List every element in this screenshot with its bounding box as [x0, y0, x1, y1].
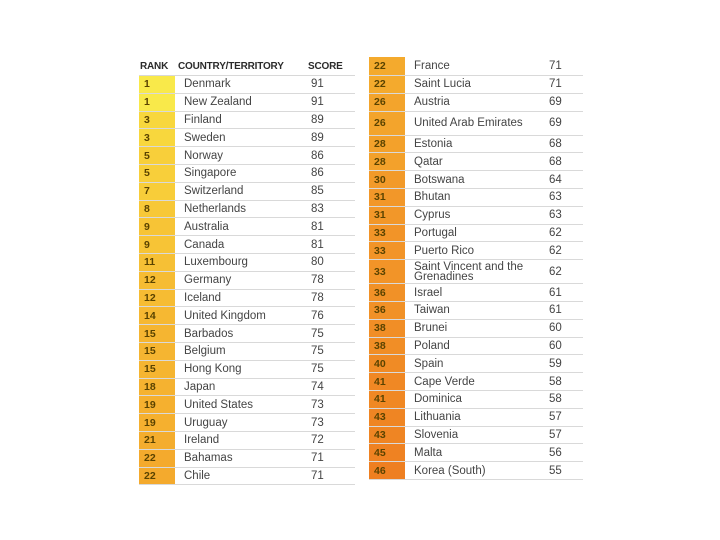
rank-cell: 41 [369, 373, 405, 390]
table-header [139, 57, 355, 76]
score-cell: 56 [549, 446, 562, 459]
table-row [369, 338, 583, 356]
score-cell: 75 [311, 363, 324, 376]
rank-cell: 31 [369, 207, 405, 224]
rank-cell: 43 [369, 409, 405, 426]
table-row [369, 391, 583, 409]
country-cell: Malta [414, 446, 443, 459]
rank-cell: 9 [139, 218, 175, 235]
score-cell: 68 [549, 155, 562, 168]
country-cell: Hong Kong [184, 363, 242, 376]
rank-cell: 19 [139, 414, 175, 431]
score-cell: 68 [549, 137, 562, 150]
rank-cell: 22 [139, 468, 175, 485]
rank-cell: 8 [139, 201, 175, 218]
table-row [369, 112, 583, 136]
country-cell: Denmark [184, 78, 231, 91]
score-cell: 69 [549, 117, 562, 130]
rank-cell: 15 [139, 361, 175, 378]
table-row [369, 462, 583, 480]
score-cell: 58 [549, 393, 562, 406]
table-row [369, 373, 583, 391]
rank-cell: 33 [369, 242, 405, 259]
table-row [139, 201, 355, 219]
table-row [369, 355, 583, 373]
rank-cell: 21 [139, 432, 175, 449]
table-row [139, 468, 355, 486]
country-cell: Saint Vincent and the Grenadines [414, 260, 524, 283]
country-cell: Chile [184, 469, 211, 482]
table-row [139, 236, 355, 254]
rank-cell: 28 [369, 153, 405, 170]
country-cell: Botswana [414, 173, 465, 186]
score-cell: 64 [549, 173, 562, 186]
rank-cell: 5 [139, 147, 175, 164]
rank-cell: 28 [369, 136, 405, 153]
rank-cell: 19 [139, 396, 175, 413]
score-cell: 62 [549, 265, 562, 278]
table-row [139, 379, 355, 397]
country-cell: Portugal [414, 226, 457, 239]
rank-cell: 12 [139, 272, 175, 289]
rank-cell: 22 [369, 57, 405, 75]
table-row [369, 171, 583, 189]
table-row [139, 94, 355, 112]
score-cell: 55 [549, 464, 562, 477]
table-row [139, 147, 355, 165]
table-row [139, 165, 355, 183]
rank-cell: 46 [369, 462, 405, 479]
country-cell: New Zealand [184, 96, 252, 109]
score-cell: 83 [311, 202, 324, 215]
country-cell: Sweden [184, 131, 226, 144]
table-row [369, 57, 583, 76]
table-row [139, 290, 355, 308]
country-cell: Taiwan [414, 304, 450, 317]
score-cell: 76 [311, 309, 324, 322]
rank-cell: 40 [369, 355, 405, 372]
table-body-right [369, 57, 583, 480]
rank-cell: 1 [139, 76, 175, 93]
rank-cell: 15 [139, 343, 175, 360]
score-cell: 81 [311, 238, 324, 251]
country-cell: Bahamas [184, 452, 233, 465]
score-cell: 71 [549, 78, 562, 91]
score-cell: 73 [311, 416, 324, 429]
rank-cell: 36 [369, 302, 405, 319]
ranking-table-right [369, 57, 583, 480]
table-row [139, 183, 355, 201]
score-cell: 59 [549, 357, 562, 370]
score-cell: 85 [311, 185, 324, 198]
rank-cell: 45 [369, 444, 405, 461]
country-cell: Dominica [414, 393, 462, 406]
table-row [369, 427, 583, 445]
score-cell: 89 [311, 131, 324, 144]
country-cell: Bhutan [414, 191, 451, 204]
score-cell: 81 [311, 220, 324, 233]
table-row [369, 189, 583, 207]
rank-header: RANK [140, 60, 169, 72]
country-cell: Barbados [184, 327, 234, 340]
score-cell: 60 [549, 339, 562, 352]
country-cell: Japan [184, 380, 216, 393]
table-row [369, 207, 583, 225]
rank-cell: 12 [139, 290, 175, 307]
country-cell: Uruguay [184, 416, 228, 429]
score-cell: 80 [311, 256, 324, 269]
table-row [139, 450, 355, 468]
table-row [369, 284, 583, 302]
rank-cell: 26 [369, 112, 405, 135]
score-cell: 89 [311, 113, 324, 126]
rank-cell: 43 [369, 427, 405, 444]
rank-cell: 22 [369, 76, 405, 93]
table-row [139, 76, 355, 94]
rank-cell: 38 [369, 338, 405, 355]
country-cell: Austria [414, 96, 450, 109]
rank-cell: 11 [139, 254, 175, 271]
score-cell: 75 [311, 327, 324, 340]
rank-cell: 38 [369, 320, 405, 337]
rank-cell: 3 [139, 129, 175, 146]
rank-cell: 18 [139, 379, 175, 396]
table-row [139, 307, 355, 325]
rank-cell: 3 [139, 112, 175, 129]
score-cell: 74 [311, 380, 324, 393]
table-row [369, 260, 583, 284]
score-cell: 75 [311, 345, 324, 358]
rank-cell: 15 [139, 325, 175, 342]
table-row [369, 302, 583, 320]
table-row [139, 414, 355, 432]
score-cell: 71 [311, 469, 324, 482]
rank-cell: 14 [139, 307, 175, 324]
table-row [139, 218, 355, 236]
rank-cell: 30 [369, 171, 405, 188]
country-cell: Australia [184, 220, 229, 233]
country-cell: Norway [184, 149, 223, 162]
rank-cell: 31 [369, 189, 405, 206]
score-cell: 57 [549, 411, 562, 424]
table-row [139, 343, 355, 361]
table-row [369, 242, 583, 260]
table-row [139, 361, 355, 379]
table-row [369, 409, 583, 427]
table-row [139, 112, 355, 130]
country-cell: Cyprus [414, 209, 451, 222]
score-cell: 86 [311, 167, 324, 180]
country-cell: Puerto Rico [414, 244, 475, 257]
country-cell: Saint Lucia [414, 78, 471, 91]
score-cell: 61 [549, 286, 562, 299]
country-cell: Iceland [184, 291, 222, 304]
country-cell: Spain [414, 357, 444, 370]
table-row [369, 225, 583, 243]
country-cell: Netherlands [184, 202, 247, 215]
country-cell: Canada [184, 238, 225, 251]
score-cell: 73 [311, 398, 324, 411]
score-cell: 91 [311, 96, 324, 109]
score-cell: 63 [549, 191, 562, 204]
table-row [369, 320, 583, 338]
country-cell: Lithuania [414, 411, 461, 424]
score-cell: 71 [311, 452, 324, 465]
country-cell: Korea (South) [414, 464, 486, 477]
country-cell: Qatar [414, 155, 443, 168]
score-cell: 62 [549, 226, 562, 239]
score-cell: 78 [311, 274, 324, 287]
country-cell: Israel [414, 286, 443, 299]
score-header: SCORE [308, 60, 343, 72]
country-cell: United Kingdom [184, 309, 266, 322]
country-cell: Singapore [184, 167, 237, 180]
country-cell: Brunei [414, 322, 448, 335]
rank-cell: 5 [139, 165, 175, 182]
table-row [369, 76, 583, 94]
rank-cell: 7 [139, 183, 175, 200]
rank-cell: 41 [369, 391, 405, 408]
country-cell: United States [184, 398, 254, 411]
country-cell: Ireland [184, 434, 220, 447]
country-cell: Finland [184, 113, 222, 126]
country-cell: Belgium [184, 345, 226, 358]
table-row [369, 444, 583, 462]
country-cell: Poland [414, 339, 450, 352]
score-cell: 72 [311, 434, 324, 447]
table-row [139, 325, 355, 343]
country-cell: Estonia [414, 137, 453, 150]
table-row [139, 129, 355, 147]
country-cell: Switzerland [184, 185, 244, 198]
rank-cell: 1 [139, 94, 175, 111]
rank-cell: 33 [369, 225, 405, 242]
score-cell: 71 [549, 60, 562, 72]
score-cell: 69 [549, 96, 562, 109]
score-cell: 60 [549, 322, 562, 335]
score-cell: 61 [549, 304, 562, 317]
table-body-left [139, 76, 355, 485]
score-cell: 57 [549, 428, 562, 441]
country-cell: Luxembourg [184, 256, 248, 269]
table-row [369, 153, 583, 171]
country-cell: Cape Verde [414, 375, 475, 388]
score-cell: 78 [311, 291, 324, 304]
table-row [139, 272, 355, 290]
table-row [139, 396, 355, 414]
country-cell: United Arab Emirates [414, 117, 523, 130]
table-row [369, 136, 583, 154]
score-cell: 63 [549, 209, 562, 222]
rank-cell: 26 [369, 94, 405, 111]
score-cell: 91 [311, 78, 324, 91]
score-cell: 86 [311, 149, 324, 162]
score-cell: 58 [549, 375, 562, 388]
country-cell: France [414, 60, 450, 72]
country-header: COUNTRY/TERRITORY [178, 60, 284, 72]
country-cell: Germany [184, 274, 232, 287]
rank-cell: 36 [369, 284, 405, 301]
country-cell: Slovenia [414, 428, 459, 441]
rank-cell: 22 [139, 450, 175, 467]
rank-cell: 33 [369, 260, 405, 283]
ranking-table-left [139, 57, 355, 485]
score-cell: 62 [549, 244, 562, 257]
table-row [139, 432, 355, 450]
table-row [139, 254, 355, 272]
rank-cell: 9 [139, 236, 175, 253]
table-row [369, 94, 583, 112]
